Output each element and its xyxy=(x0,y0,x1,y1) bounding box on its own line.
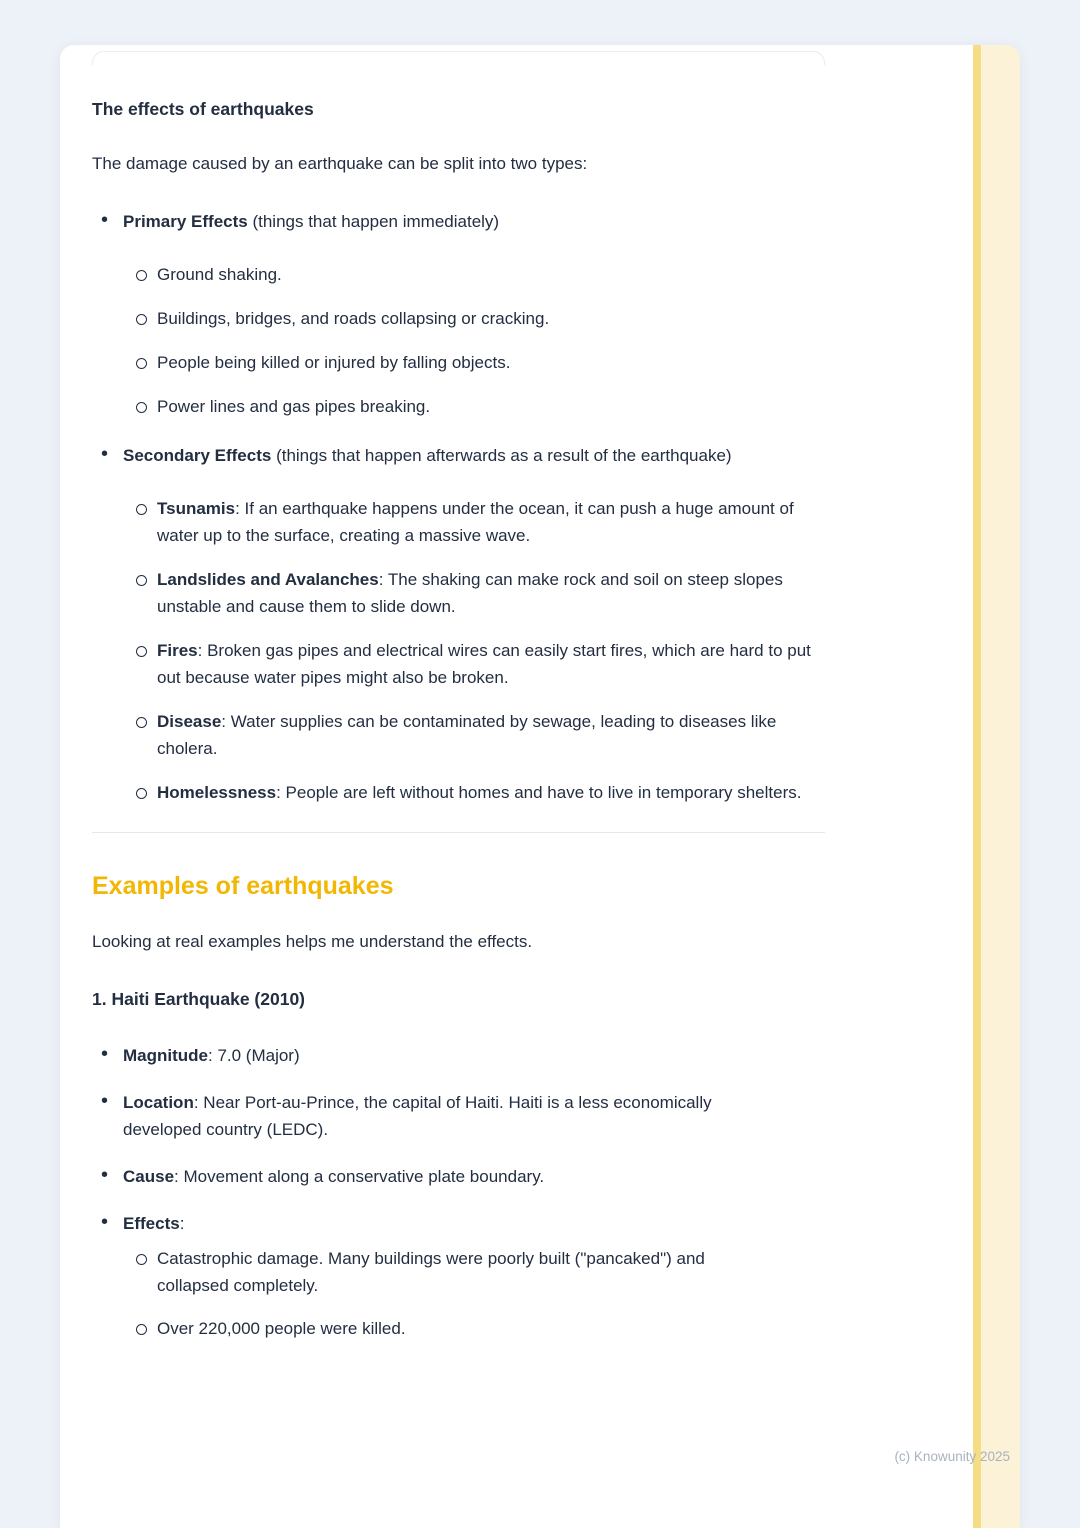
list-item: Ground shaking. xyxy=(123,261,827,288)
primary-effects-label-line xyxy=(123,208,827,235)
list-item-magnitude xyxy=(92,1042,752,1069)
effects-type-list xyxy=(92,208,827,806)
secondary-effects-note: (things that happen afterwards as a result of the earthquake) xyxy=(271,446,732,465)
list-item: People being killed or injured by falling objects. xyxy=(123,349,827,376)
term-bold: Magnitude xyxy=(123,1046,208,1065)
examples-intro-paragraph: Looking at real examples helps me understand the effects. xyxy=(92,932,533,951)
term-description: : If an earthquake happens under the ocean, it can push a huge amount of water up to the surface, creating a massive wave. xyxy=(157,499,794,545)
page-top-edge xyxy=(92,51,825,65)
term-bold: Fires xyxy=(157,641,198,660)
haiti-effects-sublist xyxy=(123,1245,752,1342)
list-item xyxy=(123,566,827,620)
term-bold: Location xyxy=(123,1093,194,1112)
list-item: Buildings, bridges, and roads collapsing or cracking. xyxy=(123,305,827,332)
haiti-facts-list xyxy=(92,1042,827,1342)
list-item: Power lines and gas pipes breaking. xyxy=(123,393,827,420)
term-bold: Cause xyxy=(123,1167,175,1186)
list-item xyxy=(123,495,827,549)
primary-effects-note: (things that happen immediately) xyxy=(247,212,500,231)
list-item xyxy=(123,708,827,762)
document-page xyxy=(60,45,1020,1528)
copyright-credit: (c) Knowunity 2025 xyxy=(894,1449,1010,1464)
term-description: : Water supplies can be contaminated by sewage, leading to diseases like cholera. xyxy=(157,712,777,758)
secondary-effects-list xyxy=(123,495,827,806)
secondary-effects-label-line xyxy=(123,442,741,469)
list-item: Over 220,000 people were killed. xyxy=(123,1315,752,1342)
term-description: : The shaking can make rock and soil on steep slopes unstable and cause them to slide down. xyxy=(157,570,783,616)
right-margin-panel xyxy=(981,45,1020,1528)
list-item-cause xyxy=(92,1163,752,1190)
term-bold: Landslides and Avalanches xyxy=(157,570,379,589)
term-bold: Disease xyxy=(157,712,222,731)
term-description: : 7.0 (Major) xyxy=(208,1046,300,1065)
divider xyxy=(92,832,825,833)
section-heading-effects: The effects of earthquakes xyxy=(92,99,314,119)
right-margin-accent-line xyxy=(973,45,981,1528)
list-item xyxy=(123,779,827,806)
effects-label-line xyxy=(123,1210,752,1237)
term-description: : Broken gas pipes and electrical wires can easily start fires, which are hard to put out because water pipes might also be broken. xyxy=(157,641,811,687)
term-description: : xyxy=(179,1214,185,1233)
document-content xyxy=(60,51,827,1342)
list-item-location xyxy=(92,1089,752,1143)
primary-effects-list xyxy=(123,261,827,420)
term-bold: Tsunamis xyxy=(157,499,236,518)
term-description: : Movement along a conservative plate boundary. xyxy=(174,1167,545,1186)
term-bold: Effects xyxy=(123,1214,180,1233)
list-item xyxy=(123,637,827,691)
term-description: : Near Port-au-Prince, the capital of Haiti. Haiti is a less economically developed country (LEDC). xyxy=(123,1093,712,1139)
primary-effects-term: Primary Effects xyxy=(123,212,248,231)
list-item: Catastrophic damage. Many buildings were poorly built ("pancaked") and collapsed completely. xyxy=(123,1245,752,1299)
list-item-primary-effects xyxy=(92,208,827,420)
effects-intro-paragraph: The damage caused by an earthquake can be split into two types: xyxy=(92,154,588,173)
secondary-effects-term: Secondary Effects xyxy=(123,446,272,465)
list-item-effects xyxy=(92,1210,752,1342)
example-title-haiti: 1. Haiti Earthquake (2010) xyxy=(92,989,305,1009)
section-heading-examples: Examples of earthquakes xyxy=(92,872,394,900)
term-bold: Homelessness xyxy=(157,783,277,802)
list-item-secondary-effects xyxy=(92,442,827,806)
term-description: : People are left without homes and have to live in temporary shelters. xyxy=(276,783,802,802)
